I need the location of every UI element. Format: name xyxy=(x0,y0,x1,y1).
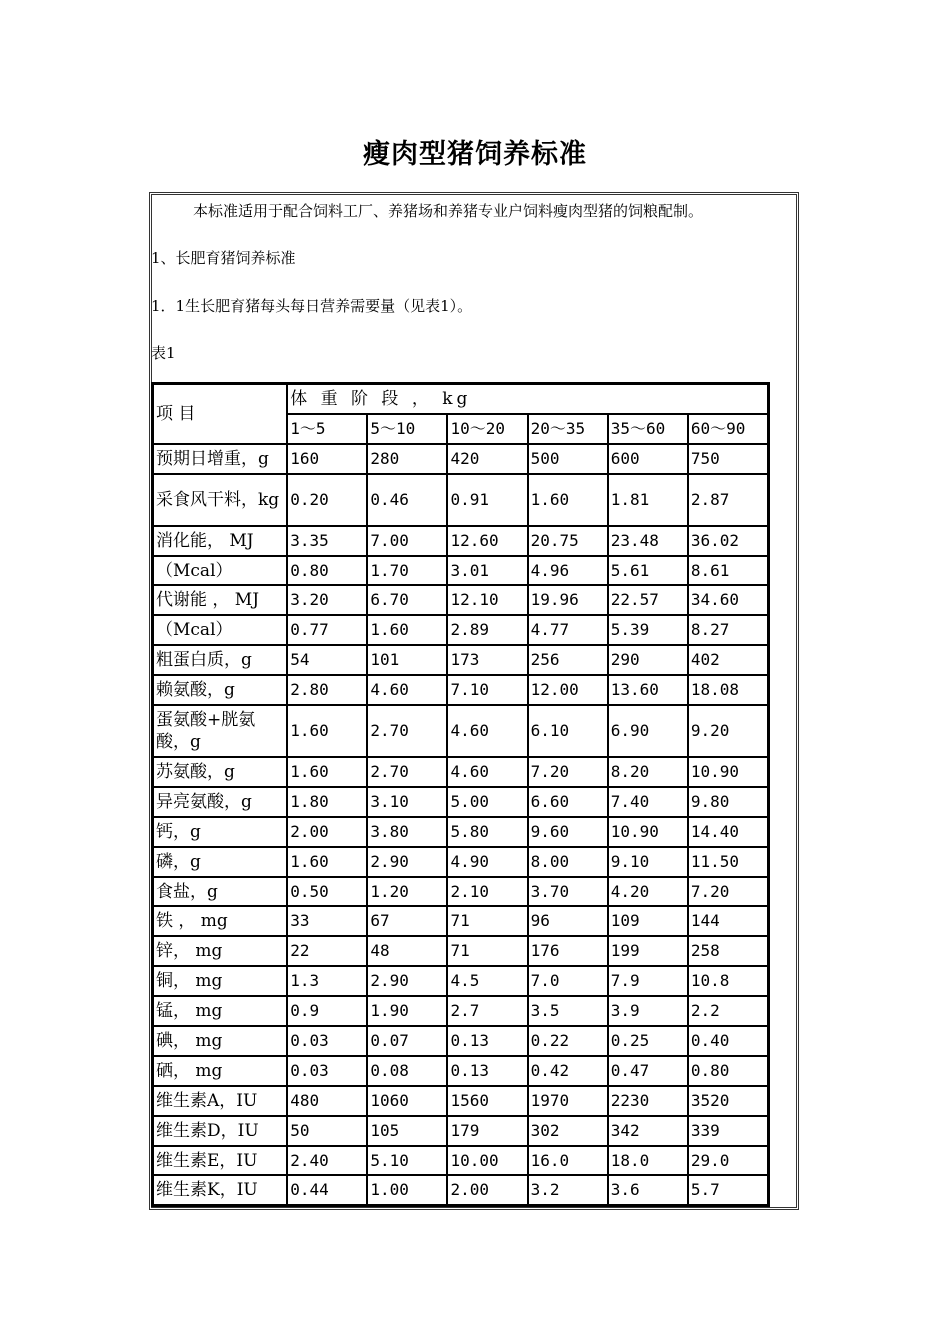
table-cell: 109 xyxy=(608,906,688,936)
table-row xyxy=(153,675,768,705)
table-cell: 0.80 xyxy=(688,1056,768,1086)
table-cell: 34.60 xyxy=(688,585,768,615)
table-cell: 7.10 xyxy=(447,675,527,705)
table-cell: 0.22 xyxy=(528,1026,608,1056)
table-cell: 0.46 xyxy=(367,474,447,526)
table-cell: 7.00 xyxy=(367,526,447,556)
row-label: 赖氨酸，g xyxy=(153,675,287,705)
row-label: 钙，g xyxy=(153,817,287,847)
table-cell: 36.02 xyxy=(688,526,768,556)
table-cell: 3.9 xyxy=(608,996,688,1026)
table-cell: 0.25 xyxy=(608,1026,688,1056)
table-cell: 173 xyxy=(447,645,527,675)
table-cell: 12.60 xyxy=(447,526,527,556)
table-cell: 8.20 xyxy=(608,757,688,787)
row-label: 锰， mg xyxy=(153,996,287,1026)
table-cell: 18.0 xyxy=(608,1146,688,1176)
table-cell: 48 xyxy=(367,936,447,966)
column-header: 20～35 xyxy=(528,414,608,444)
table-cell: 14.40 xyxy=(688,817,768,847)
row-label: 维生素K，IU xyxy=(153,1175,287,1205)
table-cell: 2.70 xyxy=(367,757,447,787)
table-cell: 1.3 xyxy=(287,966,367,996)
table-cell: 3.2 xyxy=(528,1175,608,1205)
table-cell: 1.60 xyxy=(528,474,608,526)
row-label: 苏氨酸，g xyxy=(153,757,287,787)
table-cell: 176 xyxy=(528,936,608,966)
row-label: 采食风干料，kg xyxy=(153,474,287,526)
table-cell: 2.90 xyxy=(367,966,447,996)
table-cell: 7.9 xyxy=(608,966,688,996)
table-cell: 8.27 xyxy=(688,615,768,645)
table-cell: 5.61 xyxy=(608,556,688,586)
table-cell: 0.07 xyxy=(367,1026,447,1056)
table-row xyxy=(153,1056,768,1086)
table-cell: 23.48 xyxy=(608,526,688,556)
table-cell: 10.00 xyxy=(447,1146,527,1176)
table-cell: 6.90 xyxy=(608,705,688,757)
row-label: 粗蛋白质，g xyxy=(153,645,287,675)
table-cell: 4.77 xyxy=(528,615,608,645)
table-cell: 1.90 xyxy=(367,996,447,1026)
table-cell: 33 xyxy=(287,906,367,936)
table-cell: 160 xyxy=(287,444,367,474)
row-label: 代谢能 ， MJ xyxy=(153,585,287,615)
table-cell: 402 xyxy=(688,645,768,675)
table-cell: 12.10 xyxy=(447,585,527,615)
table-cell: 2.80 xyxy=(287,675,367,705)
table-cell: 0.77 xyxy=(287,615,367,645)
table-cell: 54 xyxy=(287,645,367,675)
table-cell: 2.00 xyxy=(447,1175,527,1205)
table-cell: 1.60 xyxy=(287,757,367,787)
table-cell: 6.60 xyxy=(528,787,608,817)
table-cell: 1.60 xyxy=(287,847,367,877)
table-cell: 6.10 xyxy=(528,705,608,757)
table-cell: 3.70 xyxy=(528,877,608,907)
row-label: 磷，g xyxy=(153,847,287,877)
table-cell: 0.42 xyxy=(528,1056,608,1086)
row-label: 蛋氨酸+胱氨酸，g xyxy=(153,705,287,757)
column-header: 10～20 xyxy=(447,414,527,444)
table-cell: 20.75 xyxy=(528,526,608,556)
table-cell: 71 xyxy=(447,936,527,966)
table-cell: 105 xyxy=(367,1116,447,1146)
table-cell: 2230 xyxy=(608,1086,688,1116)
table-cell: 8.00 xyxy=(528,847,608,877)
table-cell: 4.60 xyxy=(447,757,527,787)
table-cell: 302 xyxy=(528,1116,608,1146)
table-cell: 8.61 xyxy=(688,556,768,586)
row-label: 铁 ， mg xyxy=(153,906,287,936)
table-row xyxy=(153,817,768,847)
table-cell: 2.00 xyxy=(287,817,367,847)
table-cell: 420 xyxy=(447,444,527,474)
table-cell: 5.80 xyxy=(447,817,527,847)
table-cell: 11.50 xyxy=(688,847,768,877)
column-header: 35～60 xyxy=(608,414,688,444)
table-cell: 0.9 xyxy=(287,996,367,1026)
table-cell: 7.20 xyxy=(688,877,768,907)
table-cell: 29.0 xyxy=(688,1146,768,1176)
row-label: 消化能， MJ xyxy=(153,526,287,556)
row-label: 碘， mg xyxy=(153,1026,287,1056)
table-row xyxy=(153,615,768,645)
row-label: 维生素A，IU xyxy=(153,1086,287,1116)
row-label: 锌， mg xyxy=(153,936,287,966)
row-label: （Mcal） xyxy=(153,615,287,645)
table-cell: 0.50 xyxy=(287,877,367,907)
table-row xyxy=(153,474,768,526)
table-cell: 71 xyxy=(447,906,527,936)
table-cell: 0.13 xyxy=(447,1056,527,1086)
table-row xyxy=(153,1116,768,1146)
table-cell: 10.90 xyxy=(688,757,768,787)
column-header: 5～10 xyxy=(367,414,447,444)
table-cell: 1060 xyxy=(367,1086,447,1116)
table-cell: 1.80 xyxy=(287,787,367,817)
table-cell: 2.2 xyxy=(688,996,768,1026)
table-cell: 0.80 xyxy=(287,556,367,586)
table-row xyxy=(153,936,768,966)
table-cell: 5.10 xyxy=(367,1146,447,1176)
table-cell: 3.6 xyxy=(608,1175,688,1205)
table-cell: 179 xyxy=(447,1116,527,1146)
table-cell: 19.96 xyxy=(528,585,608,615)
table-cell: 1.60 xyxy=(287,705,367,757)
table-cell: 4.60 xyxy=(367,675,447,705)
row-label: 维生素D，IU xyxy=(153,1116,287,1146)
item-header: 项 目 xyxy=(153,384,287,444)
table-row xyxy=(153,1146,768,1176)
row-label: 食盐，g xyxy=(153,877,287,907)
table-row xyxy=(153,556,768,586)
column-header: 60～90 xyxy=(688,414,768,444)
column-header: 1～5 xyxy=(287,414,367,444)
table-cell: 4.5 xyxy=(447,966,527,996)
table-cell: 101 xyxy=(367,645,447,675)
table-cell: 2.89 xyxy=(447,615,527,645)
table-cell: 144 xyxy=(688,906,768,936)
table-cell: 2.90 xyxy=(367,847,447,877)
table-cell: 0.08 xyxy=(367,1056,447,1086)
table-cell: 1.20 xyxy=(367,877,447,907)
table-cell: 0.40 xyxy=(688,1026,768,1056)
table-row xyxy=(153,526,768,556)
table-cell: 1.60 xyxy=(367,615,447,645)
table-row xyxy=(153,847,768,877)
table-cell: 0.20 xyxy=(287,474,367,526)
table-cell: 5.7 xyxy=(688,1175,768,1205)
table-cell: 0.91 xyxy=(447,474,527,526)
table-row xyxy=(153,996,768,1026)
table-cell: 16.0 xyxy=(528,1146,608,1176)
table-cell: 9.10 xyxy=(608,847,688,877)
table-cell: 3.5 xyxy=(528,996,608,1026)
page-title: 瘦肉型猪饲养标准 xyxy=(363,139,587,170)
nutrition-table xyxy=(151,382,770,1207)
table-cell: 3.80 xyxy=(367,817,447,847)
table-cell: 7.20 xyxy=(528,757,608,787)
table-cell: 2.7 xyxy=(447,996,527,1026)
table-cell: 256 xyxy=(528,645,608,675)
table-cell: 3.20 xyxy=(287,585,367,615)
intro-paragraph: 本标准适用于配合饲料工厂、养猪场和养猪专业户饲料瘦肉型猪的饲粮配制。 xyxy=(193,202,704,220)
table-cell: 480 xyxy=(287,1086,367,1116)
table-cell: 67 xyxy=(367,906,447,936)
row-label: 铜， mg xyxy=(153,966,287,996)
table-cell: 5.39 xyxy=(608,615,688,645)
table-cell: 6.70 xyxy=(367,585,447,615)
table-cell: 4.60 xyxy=(447,705,527,757)
table-cell: 199 xyxy=(608,936,688,966)
table-cell: 1970 xyxy=(528,1086,608,1116)
table-cell: 3.10 xyxy=(367,787,447,817)
table-row xyxy=(153,705,768,757)
table-cell: 0.03 xyxy=(287,1056,367,1086)
table-cell: 2.40 xyxy=(287,1146,367,1176)
row-label: （Mcal） xyxy=(153,556,287,586)
table-cell: 9.60 xyxy=(528,817,608,847)
table-cell: 750 xyxy=(688,444,768,474)
table-cell: 2.70 xyxy=(367,705,447,757)
table-cell: 50 xyxy=(287,1116,367,1146)
table-cell: 1.00 xyxy=(367,1175,447,1205)
table-cell: 96 xyxy=(528,906,608,936)
table-cell: 1560 xyxy=(447,1086,527,1116)
table-cell: 500 xyxy=(528,444,608,474)
table-cell: 2.87 xyxy=(688,474,768,526)
table-row xyxy=(153,1026,768,1056)
table-cell: 1.70 xyxy=(367,556,447,586)
row-label: 异亮氨酸，g xyxy=(153,787,287,817)
table-cell: 12.00 xyxy=(528,675,608,705)
table-cell: 0.03 xyxy=(287,1026,367,1056)
table-cell: 280 xyxy=(367,444,447,474)
table-row xyxy=(153,444,768,474)
table-header-row xyxy=(153,384,768,414)
table-cell: 7.40 xyxy=(608,787,688,817)
table-cell: 1.81 xyxy=(608,474,688,526)
table-cell: 290 xyxy=(608,645,688,675)
table-caption: 表1 xyxy=(151,344,176,362)
table-cell: 5.00 xyxy=(447,787,527,817)
table-cell: 2.10 xyxy=(447,877,527,907)
table-row xyxy=(153,787,768,817)
table-cell: 9.80 xyxy=(688,787,768,817)
section-heading-1: 1、长肥育猪饲养标准 xyxy=(151,249,296,267)
table-row xyxy=(153,906,768,936)
section-heading-1-1: 1．1生长肥育猪每头每日营养需要量（见表1）。 xyxy=(151,297,473,315)
table-cell: 13.60 xyxy=(608,675,688,705)
table-cell: 339 xyxy=(688,1116,768,1146)
table-cell: 3520 xyxy=(688,1086,768,1116)
table-cell: 0.13 xyxy=(447,1026,527,1056)
table-row xyxy=(153,966,768,996)
table-row xyxy=(153,1175,768,1205)
table-row xyxy=(153,585,768,615)
table-cell: 22.57 xyxy=(608,585,688,615)
table-cell: 7.0 xyxy=(528,966,608,996)
table-cell: 3.01 xyxy=(447,556,527,586)
table-cell: 10.90 xyxy=(608,817,688,847)
table-row xyxy=(153,757,768,787)
table-cell: 258 xyxy=(688,936,768,966)
table-cell: 3.35 xyxy=(287,526,367,556)
weight-stage-header: 体 重 阶 段 ， kg xyxy=(287,384,768,414)
table-cell: 4.20 xyxy=(608,877,688,907)
table-cell: 600 xyxy=(608,444,688,474)
table-cell: 4.96 xyxy=(528,556,608,586)
table-cell: 22 xyxy=(287,936,367,966)
table-cell: 18.08 xyxy=(688,675,768,705)
table-row xyxy=(153,1086,768,1116)
table-cell: 342 xyxy=(608,1116,688,1146)
row-label: 预期日增重，g xyxy=(153,444,287,474)
row-label: 维生素E，IU xyxy=(153,1146,287,1176)
row-label: 硒， mg xyxy=(153,1056,287,1086)
table-row xyxy=(153,645,768,675)
table-cell: 0.47 xyxy=(608,1056,688,1086)
table-cell: 0.44 xyxy=(287,1175,367,1205)
table-cell: 9.20 xyxy=(688,705,768,757)
table-cell: 4.90 xyxy=(447,847,527,877)
table-cell: 10.8 xyxy=(688,966,768,996)
table-row xyxy=(153,877,768,907)
